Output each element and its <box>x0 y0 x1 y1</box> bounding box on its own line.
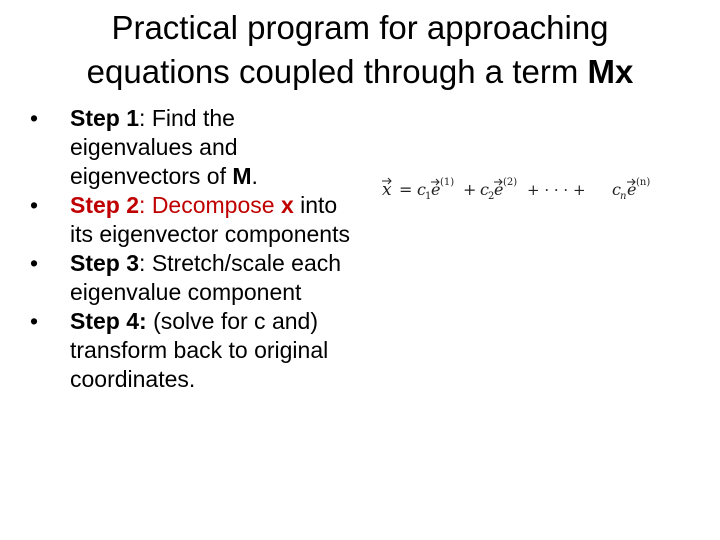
step-2-item <box>30 191 360 249</box>
eq-c2: c <box>480 180 489 199</box>
step-3-item <box>30 249 360 307</box>
step-2-label: Step 2 <box>70 192 140 218</box>
eq-supn: (n) <box>636 177 651 188</box>
step-4-item <box>30 307 360 394</box>
eigen-decomposition-equation <box>380 168 700 208</box>
title-line-2 <box>0 50 720 94</box>
eq-c1: c <box>417 180 426 199</box>
step-1-colon: : <box>139 105 152 131</box>
step-2-colon: : <box>139 192 152 218</box>
step-2-text: Decompose <box>151 192 281 218</box>
title-line-1: Practical program for approaching <box>111 9 609 46</box>
eq-e1: e <box>431 180 441 199</box>
eq-subn: n <box>620 191 627 202</box>
steps-list <box>30 104 360 394</box>
step-4-label: Step 4: <box>70 308 147 334</box>
bullet-dot: • <box>30 250 39 276</box>
step-2-vector: x <box>280 192 294 218</box>
step-3-label: Step 3 <box>70 250 140 276</box>
eq-sup1: (1) <box>440 177 455 188</box>
title-mx: Mx <box>587 53 634 90</box>
step-1-item <box>30 104 360 191</box>
eq-lhs-x: x <box>382 180 392 200</box>
eq-sub2: 2 <box>488 191 495 202</box>
eq-sub1: 1 <box>425 191 432 202</box>
eq-equals: = <box>399 180 413 199</box>
eq-cn: c <box>612 180 621 199</box>
bullet-dot: • <box>30 192 39 218</box>
step-2-after: into its eigenvector components <box>70 192 350 247</box>
step-1-text: Find the eigenvalues and eigenvectors of <box>70 105 238 189</box>
eq-plus-1: + <box>463 180 477 199</box>
step-1-matrix: M <box>232 163 252 189</box>
step-1-label: Step 1 <box>70 105 140 131</box>
step-4-text: (solve for c and) transform back to original coordinates. <box>70 308 329 392</box>
step-3-colon: : <box>139 250 152 276</box>
title-line-2-text: equations coupled through a term <box>86 53 588 90</box>
eq-e2: e <box>494 180 504 199</box>
eq-dots: + · · · + <box>527 181 586 199</box>
bullet-dot: • <box>30 105 39 131</box>
step-1-after: . <box>251 163 258 189</box>
slide-title <box>0 6 720 94</box>
eq-sup2: (2) <box>503 177 518 188</box>
step-3-text: Stretch/scale each eigenvalue component <box>70 250 342 305</box>
eq-en: e <box>627 180 637 199</box>
bullet-dot: • <box>30 308 39 334</box>
